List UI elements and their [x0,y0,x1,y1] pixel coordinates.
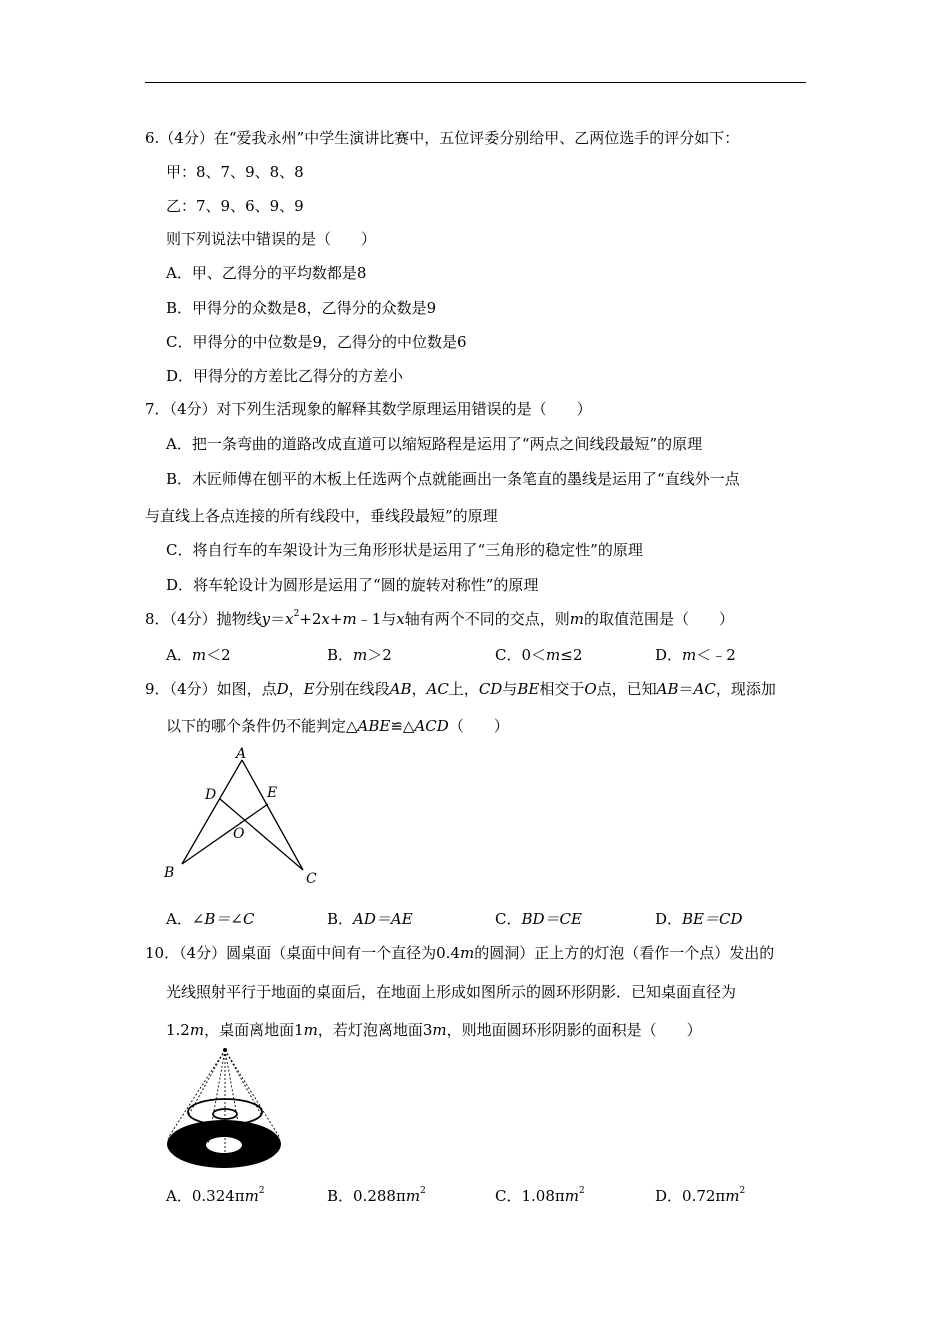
shadow-hole [206,1137,242,1153]
label-c: C [306,871,317,887]
q8-option-c: C．0＜m≤2 [495,646,583,664]
q10-stem-line1: 10．（4分）圆桌面（桌面中间有一个直径为0.4m的圆洞）正上方的灯泡（看作一个点）发出的 [145,944,775,962]
q6-ask: 则下列说法中错误的是（ ） [166,230,377,248]
segment-ab [182,760,242,864]
q7-option-b-line1: B．木匠师傅在刨平的木板上任选两个点就能画出一条笔直的墨线是运用了“直线外一点 [166,470,740,488]
q10-option-c: C．$1.08\pi m^2$ [495,1186,585,1205]
lamp-bulb [223,1048,227,1052]
q7-option-c: C．将自行车的车架设计为三角形形状是运用了“三角形的稳定性”的原理 [166,541,643,559]
header-rule [145,82,806,83]
q9-stem-line2: 以下的哪个条件仍不能判定△ABE≌△ACD（ ） [166,717,509,735]
q8-option-b: B．m＞2 [327,646,392,664]
q9-option-d: D．BE＝CD [655,910,743,928]
q10-option-a: A．$0.324\pi m^2$ [166,1186,265,1205]
q7-option-b-line2: 与直线上各点连接的所有线段中，垂线段最短”的原理 [145,507,498,525]
q8-stem: 8．（4分）抛物线$y=x^2+2x+m﹣1$与x轴有两个不同的交点，则m的取值范围是（ ） [145,609,734,628]
q8-option-a: A．m＜2 [166,646,231,664]
q8-option-d: D．m＜﹣2 [655,646,736,664]
q6-option-d: D．甲得分的方差比乙得分的方差小 [166,367,404,385]
q6-option-a: A．甲、乙得分的平均数都是8 [166,264,367,282]
q6-option-c: C．甲得分的中位数是9，乙得分的中位数是6 [166,333,467,351]
q7-option-a: A．把一条弯曲的道路改成直道可以缩短路程是运用了“两点之间线段最短”的原理 [166,435,703,453]
q10-option-d: D．$0.72\pi m^2$ [655,1186,746,1205]
label-e: E [267,785,278,801]
q6-scores-yi: 乙：7、9、6、9、9 [166,197,304,215]
q7-stem: 7．（4分）对下列生活现象的解释其数学原理运用错误的是（ ） [145,400,592,418]
q9-option-c: C．BD＝CE [495,910,582,928]
q7-option-d: D．将车轮设计为圆形是运用了“圆的旋转对称性”的原理 [166,576,539,594]
q6-option-b: B．甲得分的众数是8，乙得分的众数是9 [166,299,437,317]
q9-triangle-figure [160,742,330,890]
q10-option-b: B．$0.288\pi m^2$ [327,1186,426,1205]
q9-stem-line1: 9．（4分）如图，点D，E分别在线段AB，AC上，CD与BE相交于O点，已知AB＝AC，现添加 [145,680,776,698]
q6-scores-jia: 甲：8、7、9、8、8 [166,163,304,181]
q10-stem-line3: 1.2m，桌面离地面1m，若灯泡离地面3m，则地面圆环形阴影的面积是（ ） [166,1021,702,1039]
q9-option-b: B．AD＝AE [327,910,413,928]
q9-option-a: A．∠B＝∠C [166,910,255,928]
q10-stem-line2: 光线照射平行于地面的桌面后，在地面上形成如图所示的圆环形阴影．已知桌面直径为 [166,983,737,1001]
q6-stem: 6.（4分）在“爱我永州”中学生演讲比赛中，五位评委分别给甲、乙两位选手的评分如下： [145,129,740,147]
q10-lamp-shadow-figure [162,1046,288,1172]
label-d: D [205,787,217,803]
label-b: B [164,865,175,881]
segment-be [182,804,268,864]
label-a: A [236,746,247,762]
label-o: O [233,826,245,842]
